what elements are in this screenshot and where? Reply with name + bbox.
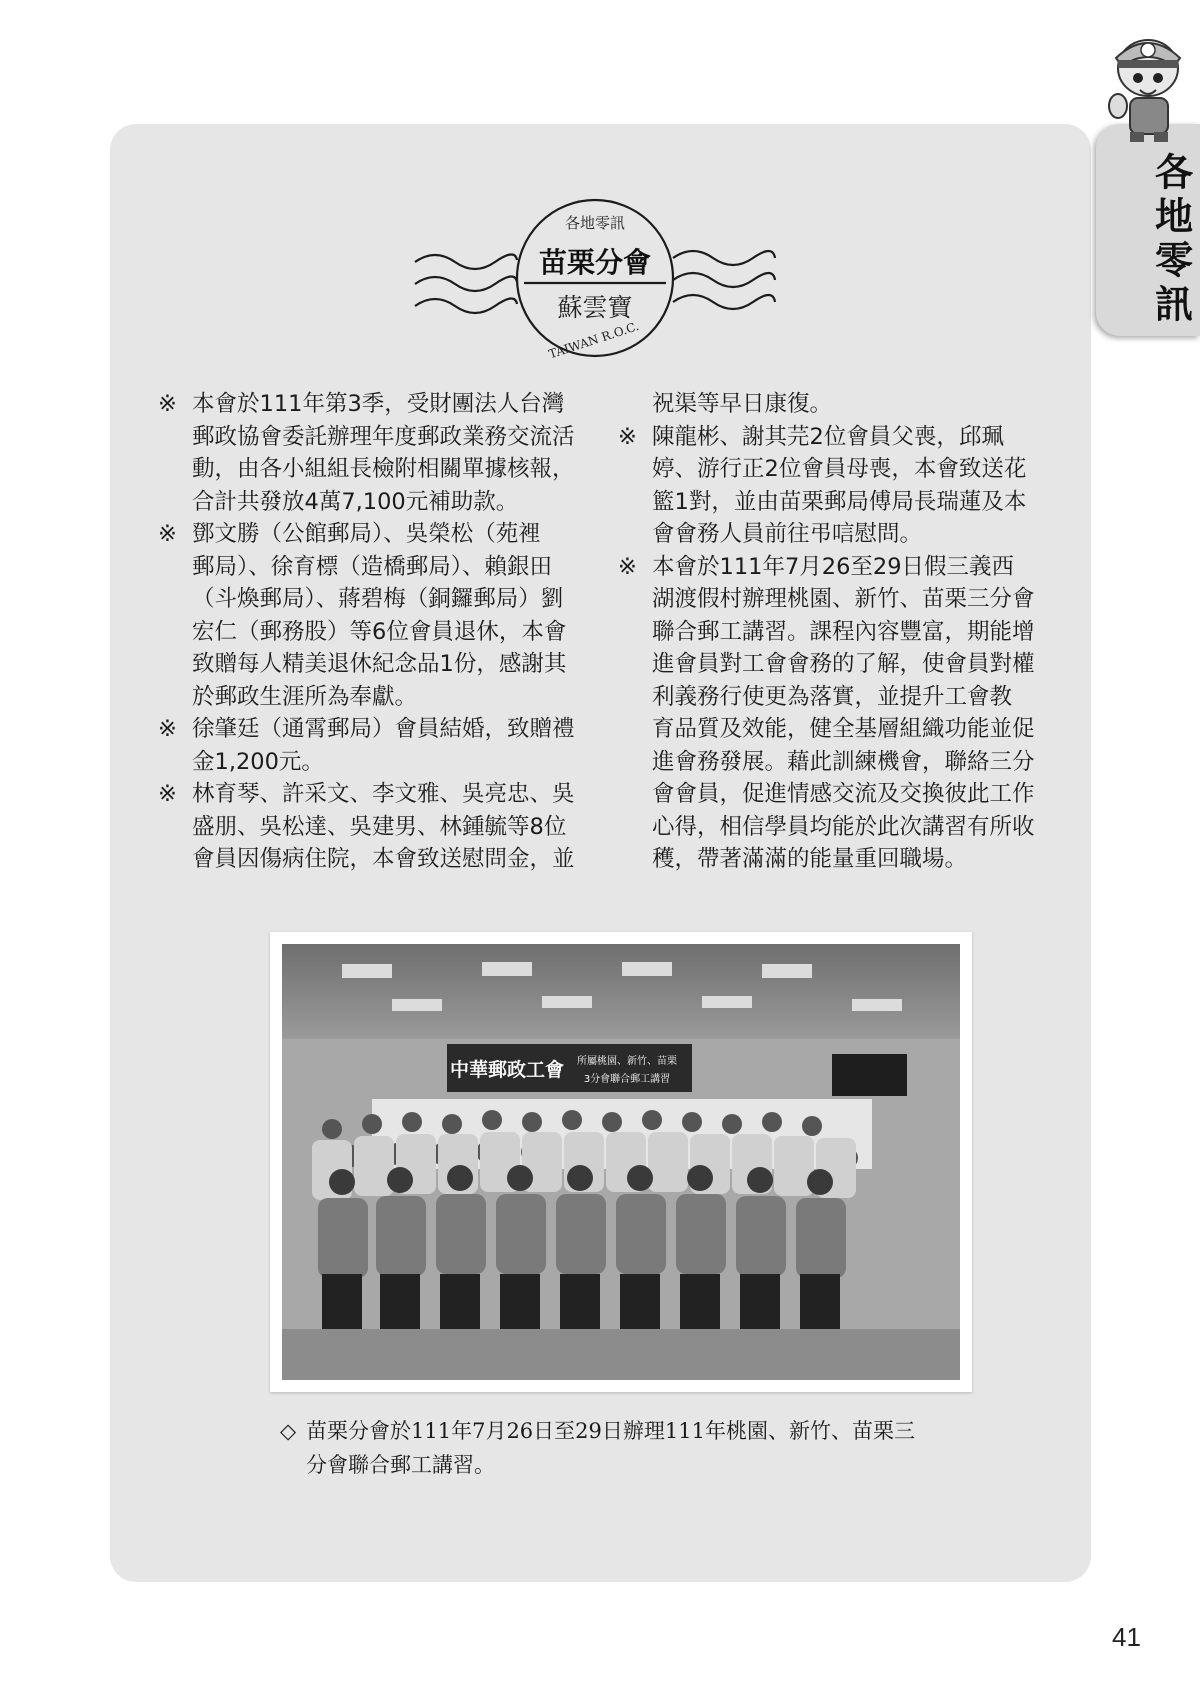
news-item-continued: 祝渠等早日康復。: [652, 391, 833, 417]
tv-screen: [832, 1054, 907, 1096]
caption-line: 分會聯合郵工講習。: [306, 1453, 495, 1477]
caption-mark: ◇: [280, 1419, 297, 1443]
item-mark: ※: [618, 423, 637, 450]
mailman-mascot-icon: [1104, 28, 1190, 146]
item-mark: ※: [158, 781, 177, 807]
banner-main-text: 中華郵政工會: [449, 1059, 565, 1081]
news-item: ※ 陳龍彬、謝其芫2位會員父喪，邱珮 婷、游行正2位會員母喪，本會致送花 籃1對，並由苗栗郵局傅局長瑞蓮及本 會會務人員前往弔唁慰問。: [618, 421, 1048, 551]
stamp-bottom-text: TAIWAN R.O.C.: [546, 319, 641, 362]
news-item: ※ 本會於111年第3季，受財團法人台灣 郵政協會委託辦理年度郵政業務交流活 動，由各小組組長檢附相關單據核報， 合計共發放4萬7,100元補助款。: [158, 388, 588, 518]
stamp-branch-name: 苗栗分會: [538, 246, 652, 279]
item-mark: ※: [158, 391, 177, 417]
stamp-author: 蘇雲寶: [557, 293, 633, 322]
item-mark: ※: [158, 716, 177, 742]
caption-line: 苗栗分會於111年7月26日至29日辦理111年桃園、新竹、苗栗三: [306, 1419, 915, 1443]
item-mark: ※: [158, 521, 177, 547]
banner-sub-text-2: 3分會聯合郵工講習: [583, 1074, 671, 1085]
group-photo-frame: [270, 932, 972, 1392]
page-number: 41: [1112, 1622, 1141, 1652]
news-item: ※ 徐肇廷（通霄郵局）會員結婚，致贈禮 金1,200元。: [158, 713, 588, 778]
photo-caption: [280, 1414, 980, 1482]
postmark-stamp: [410, 180, 780, 370]
group-photo-illustration: [282, 944, 960, 1380]
item-mark: ※: [618, 553, 637, 580]
news-item: ※ 林育琴、許采文、李文雅、吳亮忠、吳 盛朋、吳松達、吳建男、林鍾毓等8位 會員因傷病住院，本會致送慰問金，並: [158, 778, 588, 876]
right-column: [618, 388, 1048, 876]
group-photo: [282, 944, 960, 1380]
news-item: ※ 本會於111年7月26至29日假三義西 湖渡假村辦理桃園、新竹、苗栗三分會 聯合郵工講習。課程內容豐富，期能增 進會員對工會會務的了解，使會員對權 利義務行使更為落實，並提升工會教 育品質及效能，健全基層組織功能並促 進會務發展。藉此訓練機會，聯絡三分 會會員，促進情感交流及交換彼此工作 心得，相信學員均能於此次講習有所收 穫，帶著滿滿的能量重回職場。: [618, 551, 1048, 876]
left-column: [158, 388, 588, 876]
banner-sub-text-1: 所屬桃園、新竹、苗栗: [577, 1056, 677, 1067]
news-item: ※ 鄧文勝（公館郵局）、吳榮松（苑裡 郵局）、徐育標（造橋郵局）、賴銀田 （斗煥郵局）、蔣碧梅（銅鑼郵局）劉 宏仁（郵務股）等6位會員退休，本會 致贈每人精美退休紀念品1份，感謝其 於郵政生涯所為奉獻。: [158, 518, 588, 713]
stamp-top-text: 各地零訊: [564, 214, 626, 232]
section-tab-label: 各地零訊: [1148, 152, 1194, 328]
section-tab: [1096, 124, 1200, 336]
